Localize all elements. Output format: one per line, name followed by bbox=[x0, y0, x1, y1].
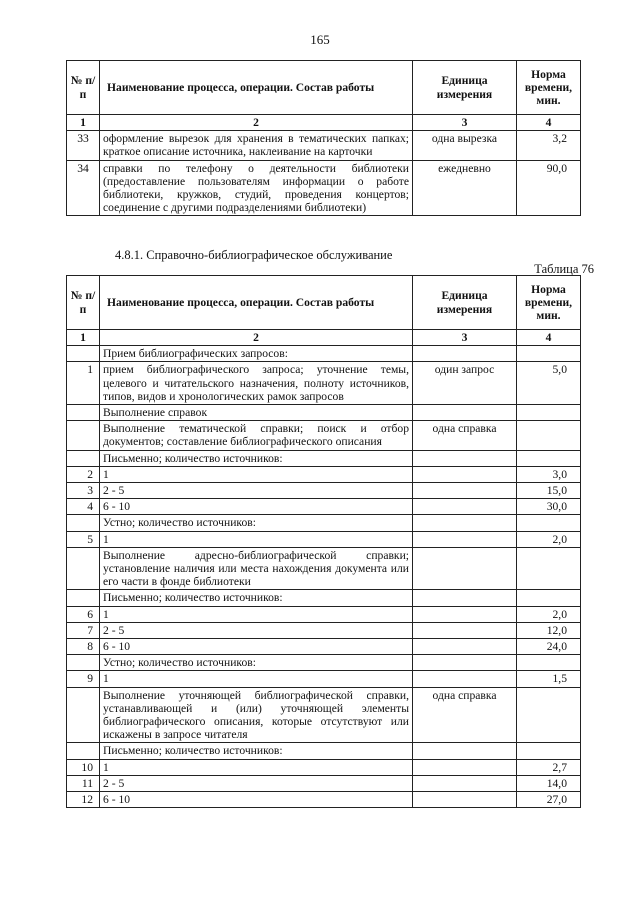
table-row bbox=[67, 671, 581, 687]
row-norm bbox=[517, 590, 581, 606]
table-row bbox=[67, 515, 581, 531]
row-name: 1 bbox=[100, 759, 413, 775]
row-unit bbox=[413, 547, 517, 590]
row-name: Устно; количество источников: bbox=[100, 515, 413, 531]
row-norm: 3,0 bbox=[517, 466, 581, 482]
row-number: 2 bbox=[67, 466, 100, 482]
row-unit: одна справка bbox=[413, 687, 517, 743]
table-row bbox=[67, 547, 581, 590]
row-number: 1 bbox=[67, 362, 100, 405]
row-name: Устно; количество источников: bbox=[100, 655, 413, 671]
row-unit bbox=[413, 531, 517, 547]
row-norm bbox=[517, 346, 581, 362]
row-norm: 30,0 bbox=[517, 499, 581, 515]
row-number: 7 bbox=[67, 622, 100, 638]
row-number bbox=[67, 590, 100, 606]
row-norm: 5,0 bbox=[517, 362, 581, 405]
table-row bbox=[67, 450, 581, 466]
table-row bbox=[67, 466, 581, 482]
table-row bbox=[67, 131, 581, 160]
row-unit: одна справка bbox=[413, 421, 517, 450]
row-name: 2 - 5 bbox=[100, 775, 413, 791]
row-number bbox=[67, 743, 100, 759]
row-unit bbox=[413, 792, 517, 808]
row-unit: одна вырезка bbox=[413, 131, 517, 160]
row-number: 11 bbox=[67, 775, 100, 791]
row-norm: 2,7 bbox=[517, 759, 581, 775]
row-norm: 14,0 bbox=[517, 775, 581, 791]
table-row bbox=[67, 639, 581, 655]
row-norm bbox=[517, 687, 581, 743]
table-row bbox=[67, 622, 581, 638]
table2-body bbox=[67, 346, 581, 808]
row-number bbox=[67, 405, 100, 421]
row-name: Выполнение тематической справки; поиск и отбор документов; составление библиографического описания bbox=[100, 421, 413, 450]
table-row bbox=[67, 655, 581, 671]
row-name: оформление вырезок для хранения в тематических папках; краткое описание источника, наклеивание на карточки bbox=[100, 131, 413, 160]
header-norm: Норма времени, мин. bbox=[517, 61, 581, 115]
row-unit: один запрос bbox=[413, 362, 517, 405]
norms-table-76 bbox=[66, 275, 581, 808]
row-unit bbox=[413, 346, 517, 362]
row-unit bbox=[413, 671, 517, 687]
row-name: 1 bbox=[100, 466, 413, 482]
row-norm: 2,0 bbox=[517, 606, 581, 622]
column-number: 3 bbox=[413, 330, 517, 346]
row-norm: 27,0 bbox=[517, 792, 581, 808]
row-unit bbox=[413, 483, 517, 499]
row-norm: 90,0 bbox=[517, 160, 581, 216]
table-row bbox=[67, 346, 581, 362]
table-row bbox=[67, 606, 581, 622]
table1-body bbox=[67, 131, 581, 216]
row-name: 1 bbox=[100, 606, 413, 622]
header-unit: Единица измерения bbox=[413, 276, 517, 330]
row-norm bbox=[517, 547, 581, 590]
row-norm: 1,5 bbox=[517, 671, 581, 687]
row-number: 5 bbox=[67, 531, 100, 547]
row-unit bbox=[413, 622, 517, 638]
table-row bbox=[67, 499, 581, 515]
row-norm: 2,0 bbox=[517, 531, 581, 547]
row-unit bbox=[413, 606, 517, 622]
header-unit: Единица измерения bbox=[413, 61, 517, 115]
row-unit bbox=[413, 499, 517, 515]
table-row bbox=[67, 531, 581, 547]
column-number: 2 bbox=[100, 330, 413, 346]
table-row bbox=[67, 483, 581, 499]
row-unit bbox=[413, 466, 517, 482]
table-row bbox=[67, 405, 581, 421]
row-number: 8 bbox=[67, 639, 100, 655]
row-norm bbox=[517, 421, 581, 450]
row-unit bbox=[413, 590, 517, 606]
row-name: 6 - 10 bbox=[100, 792, 413, 808]
row-name: Выполнение адресно-библиографической справки; установление наличия или места нахождения документа или его части в фонде библиотеки bbox=[100, 547, 413, 590]
row-unit bbox=[413, 450, 517, 466]
row-unit bbox=[413, 639, 517, 655]
table-row bbox=[67, 590, 581, 606]
row-name: Прием библиографических запросов: bbox=[100, 346, 413, 362]
row-unit bbox=[413, 775, 517, 791]
row-norm bbox=[517, 655, 581, 671]
table-row bbox=[67, 160, 581, 216]
row-number: 10 bbox=[67, 759, 100, 775]
section-heading: 4.8.1. Справочно-библиографическое обслуживание bbox=[115, 248, 393, 262]
row-unit bbox=[413, 743, 517, 759]
row-name: 1 bbox=[100, 531, 413, 547]
page-number: 165 bbox=[310, 32, 330, 47]
row-number: 3 bbox=[67, 483, 100, 499]
header-no: № п/п bbox=[67, 61, 100, 115]
row-norm: 3,2 bbox=[517, 131, 581, 160]
row-number: 4 bbox=[67, 499, 100, 515]
row-unit bbox=[413, 405, 517, 421]
row-number: 12 bbox=[67, 792, 100, 808]
table-row bbox=[67, 743, 581, 759]
row-name: Письменно; количество источников: bbox=[100, 590, 413, 606]
row-norm: 15,0 bbox=[517, 483, 581, 499]
column-number: 4 bbox=[517, 115, 581, 131]
row-norm: 24,0 bbox=[517, 639, 581, 655]
row-name: 2 - 5 bbox=[100, 622, 413, 638]
column-number: 2 bbox=[100, 115, 413, 131]
header-name: Наименование процесса, операции. Состав работы bbox=[100, 276, 413, 330]
row-norm: 12,0 bbox=[517, 622, 581, 638]
row-number bbox=[67, 346, 100, 362]
column-number: 4 bbox=[517, 330, 581, 346]
row-unit bbox=[413, 515, 517, 531]
table-row bbox=[67, 775, 581, 791]
row-number: 34 bbox=[67, 160, 100, 216]
row-norm bbox=[517, 450, 581, 466]
row-norm bbox=[517, 515, 581, 531]
row-name: Письменно; количество источников: bbox=[100, 450, 413, 466]
header-norm: Норма времени, мин. bbox=[517, 276, 581, 330]
row-number bbox=[67, 515, 100, 531]
row-name: 1 bbox=[100, 671, 413, 687]
row-name: 6 - 10 bbox=[100, 639, 413, 655]
row-unit: ежедневно bbox=[413, 160, 517, 216]
row-name: Письменно; количество источников: bbox=[100, 743, 413, 759]
row-name: 2 - 5 bbox=[100, 483, 413, 499]
row-number: 6 bbox=[67, 606, 100, 622]
row-norm bbox=[517, 743, 581, 759]
row-number bbox=[67, 655, 100, 671]
table-row bbox=[67, 792, 581, 808]
table-caption: Таблица 76 bbox=[534, 262, 594, 276]
row-norm bbox=[517, 405, 581, 421]
row-number bbox=[67, 547, 100, 590]
table-row bbox=[67, 421, 581, 450]
table-row bbox=[67, 759, 581, 775]
row-unit bbox=[413, 655, 517, 671]
row-name: Выполнение справок bbox=[100, 405, 413, 421]
table-row bbox=[67, 362, 581, 405]
norms-table-continued bbox=[66, 60, 581, 216]
row-name: справки по телефону о деятельности библиотеки (предоставление пользователям информации о работе библиотеки, кружков, студий, проведения концертов; соединение с другими подразделениями библиотеки) bbox=[100, 160, 413, 216]
row-number bbox=[67, 421, 100, 450]
column-number: 1 bbox=[67, 115, 100, 131]
row-number: 33 bbox=[67, 131, 100, 160]
column-number: 3 bbox=[413, 115, 517, 131]
header-name: Наименование процесса, операции. Состав работы bbox=[100, 61, 413, 115]
row-name: прием библиографического запроса; уточнение темы, целевого и читательского назначения, полноту источников, типов, видов и хронологических рамок запросов bbox=[100, 362, 413, 405]
row-number bbox=[67, 687, 100, 743]
header-no: № п/п bbox=[67, 276, 100, 330]
row-number bbox=[67, 450, 100, 466]
row-unit bbox=[413, 759, 517, 775]
row-name: 6 - 10 bbox=[100, 499, 413, 515]
row-name: Выполнение уточняющей библиографической справки, устанавливающей и (или) уточняющей элементы библиографического описания, которые отсутствуют или искажены в запросе читателя bbox=[100, 687, 413, 743]
column-number: 1 bbox=[67, 330, 100, 346]
row-number: 9 bbox=[67, 671, 100, 687]
table-row bbox=[67, 687, 581, 743]
